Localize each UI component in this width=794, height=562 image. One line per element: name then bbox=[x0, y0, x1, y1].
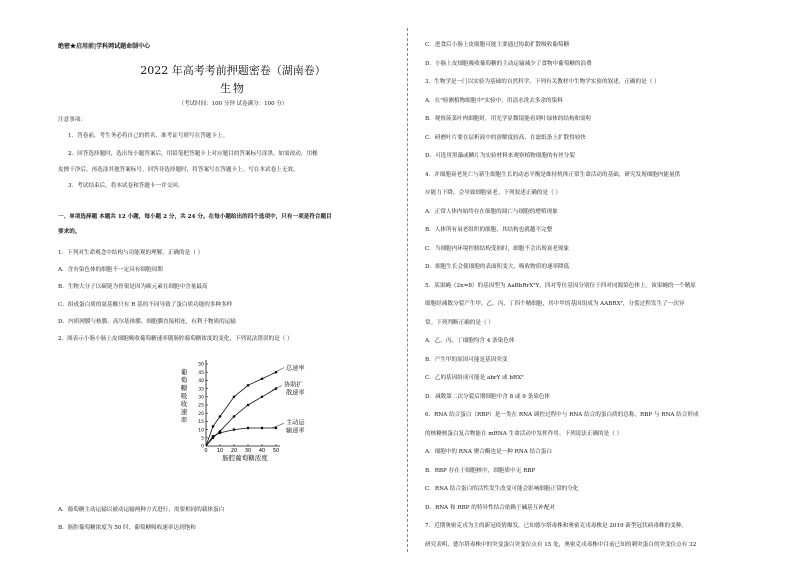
exam-title: 2022 年高考考前押题密卷（湖南卷） bbox=[140, 64, 326, 77]
x-tick-label: 10 bbox=[216, 448, 224, 454]
question-2-option: A．葡萄糖主动运输以被动运输两种方式进行，需要相同的载体蛋白 bbox=[58, 507, 225, 513]
y-tick-label: 30 bbox=[198, 395, 204, 401]
right-text-line: C．进食后小肠上皮细胞可能主要通过协助扩散吸收葡萄糖 bbox=[425, 42, 570, 48]
right-text-line: C．乙的基因组成可能是 abrY 或 bRXᵀ bbox=[425, 375, 524, 381]
y-tick-label: 15 bbox=[198, 420, 204, 426]
right-text-line: A．乙、丙、丁细胞均含 4 条染色体 bbox=[425, 338, 515, 344]
section-header: 要求的。 bbox=[58, 229, 81, 235]
note-line: 3．考试结束后，将本试卷和答题卡一并交回。 bbox=[68, 183, 184, 189]
data-point bbox=[233, 428, 236, 431]
right-text-line: B．观察菠菜叶肉细胞时，用光学显微镜能看到叶绿体的结构和需粒 bbox=[425, 116, 592, 122]
right-text-line: 7．近期奥密克戎为主的新冠疫情爆发，已知德尔塔毒株和奥密克戎毒株是 2019 新型冠状病毒株的变种。 bbox=[425, 523, 687, 529]
series-label: 散速率 bbox=[286, 389, 305, 397]
right-text-line: C．研磨叶片要在层析液中的溶解度较高，在滤纸条上扩散得较快 bbox=[425, 134, 586, 141]
right-text-line: 常。下列判断正确的是（ ） bbox=[425, 319, 494, 326]
right-text-line: C．RNA 结合蛋白的活性发生改变可能会影响细胞正常的分化 bbox=[425, 486, 579, 492]
x-tick-label: 0 bbox=[204, 448, 208, 454]
right-text-line: B．RBP 存在于细胞核中，细胞质中无 RBP bbox=[425, 467, 536, 474]
y-axis-label-char: 吸 bbox=[180, 392, 188, 400]
x-tick-label: 30 bbox=[244, 448, 252, 454]
data-point bbox=[219, 432, 222, 435]
x-axis-label: 肠腔葡萄糖浓度 bbox=[222, 454, 268, 462]
y-tick-label: 45 bbox=[198, 370, 204, 376]
right-text-line: B．人体所有衰老组织的细胞，其结构也就越不完整 bbox=[425, 227, 553, 233]
series-label: 协助扩 bbox=[284, 381, 303, 389]
data-point bbox=[233, 396, 236, 399]
question-1-option: B．生物大分子以碳链为骨架是因为碳元素在细胞中含量最高 bbox=[58, 284, 208, 290]
right-text-line: C．当细胞内环境控制结构受损时，细胞不会出现衰老现象 bbox=[425, 245, 570, 252]
right-text-line: 3．生物学是一门以实验为基础的自然科学，下列有关教材中生物学实验的叙述，正确的是（ ） bbox=[425, 79, 660, 85]
question-1-option: D．内质网膜与核膜、高尔基体膜、细胞膜直接相连，有利于物质的运输 bbox=[58, 319, 236, 325]
data-point bbox=[247, 384, 250, 387]
note-line: 1．答卷前，考生务必将自己的姓名、准考证号填写在答题卡上。 bbox=[68, 133, 229, 139]
question-1-stem: 1．下列对生命观念中结构与功能观的理解，正确的是（ ） bbox=[58, 250, 204, 256]
data-point bbox=[261, 396, 264, 399]
y-axis-label-char: 糖 bbox=[180, 384, 188, 392]
y-tick-label: 0 bbox=[201, 444, 204, 450]
right-text-line: 应能力下降，会导致细胞衰老。下列叙述正确的是（ ） bbox=[425, 190, 562, 196]
exam-meta: （考试时间：100 分钟 试卷满分：100 分） bbox=[178, 101, 288, 107]
y-tick-label: 10 bbox=[198, 428, 204, 434]
series-label-leader bbox=[272, 368, 284, 374]
right-text-line: A．正常人体内始终存在细胞的凋亡与细胞的增殖现象 bbox=[425, 208, 558, 215]
data-point bbox=[261, 377, 264, 380]
question-1-option: A．含有染色体的细胞不一定具有细胞周期 bbox=[58, 267, 163, 273]
right-text-line: A．细胞中的 RNA 聚合酶也是一种 RNA 结合蛋白 bbox=[425, 449, 552, 455]
right-text-line: 细胞经减数分裂产生甲、乙、丙、丁四个精细胞，其中甲的基因组成为 AABRXᵀ，分裂过程发生了一次异 bbox=[425, 301, 685, 307]
question-1-option: C．组成蛋白质的氨基酸只有 R 基的不同导致了蛋白质功能的多种多样 bbox=[58, 302, 233, 308]
y-axis-label-char: 速 bbox=[180, 408, 188, 416]
y-tick-label: 5 bbox=[201, 436, 204, 442]
y-tick-label: 20 bbox=[198, 411, 204, 417]
right-text-line: D．RNA 和 RBP 的特异性结合依赖于碱基互补配对 bbox=[425, 504, 556, 511]
series-label: 主动运 bbox=[286, 419, 305, 427]
notes-title: 注意事项： bbox=[58, 117, 86, 123]
data-point bbox=[247, 427, 250, 430]
confidential-header: 绝密★启用前|学科网试题命制中心 bbox=[58, 43, 151, 50]
question-2-stem: 2．图表示小肠小肠上皮细胞吸收葡萄糖速率随肠腔葡萄糖浓度的变化，下列说法错误的是（ ） bbox=[58, 336, 293, 342]
glucose-absorption-chart bbox=[176, 352, 326, 472]
right-text-line: 5．某果蝇（2n=8）的基因型为 AaBbRrXᵀY，四对等位基因分别位于四对同源染色体上。该果蝇的一个精原 bbox=[425, 282, 696, 289]
question-2-option: B．肠腔葡萄糖浓度为 50 时，葡萄糖吸收速率达到饱和 bbox=[58, 525, 196, 531]
x-tick-label: 20 bbox=[230, 448, 238, 454]
right-text-line: 4．并细胞衰老死亡与新生细胞生长的动态平衡是维持机体正常生命活动的基础，研究发现细胞内能量供 bbox=[425, 171, 681, 178]
x-tick-label: 50 bbox=[272, 448, 280, 454]
right-text-line: D．减数第二次分裂后期细胞中含 8 或 9 条染色体 bbox=[425, 393, 550, 400]
y-axis-label-char: 萄 bbox=[180, 376, 188, 384]
data-point bbox=[219, 415, 222, 418]
subject-title: 生物 bbox=[220, 82, 246, 95]
data-point bbox=[212, 435, 215, 438]
series-label: 输速率 bbox=[286, 427, 305, 435]
right-text-line: D．细胞生长会使细胞的表面积变大，吸收物质的速率降低 bbox=[425, 264, 570, 270]
series-line bbox=[206, 428, 276, 446]
note-line: 2．回答选择题时，选出每小题答案后，用铅笔把答题卡上对应题目的答案标号涂黑。如需改动，用橡 bbox=[68, 151, 318, 157]
right-text-line: 的核糖核蛋白复合物能在 mRNA 生命活动中发挥作用。下列说法正确的是（ ） bbox=[425, 430, 623, 437]
series-label-leader bbox=[272, 423, 284, 428]
right-text-line: B．产生甲的原因可能是基因突变 bbox=[425, 356, 508, 363]
y-axis-label-char: 率 bbox=[180, 416, 188, 424]
data-point bbox=[261, 427, 264, 430]
note-line: 皮擦干净后，再选涂其他答案标号。回答非选择题时，将答案写在答题卡上。写在本试卷上无效。 bbox=[58, 167, 299, 173]
x-tick-label: 40 bbox=[258, 448, 266, 454]
data-point bbox=[212, 425, 215, 428]
right-text-line: A．在"检测植物细胞中"实验中，用清水洗去多余的染料 bbox=[425, 97, 563, 104]
y-axis-label-char: 收 bbox=[180, 400, 188, 408]
series-label: 总速率 bbox=[286, 365, 305, 373]
right-text-line: 研究表明，德尔塔毒株中的突变蛋白突变位点有 15 处，奥密克戎毒株中目前已知的刺突蛋白的突变位点有 32 bbox=[425, 541, 697, 548]
column-divider bbox=[407, 28, 408, 552]
data-point bbox=[247, 404, 250, 407]
series-line bbox=[206, 389, 276, 446]
y-tick-label: 25 bbox=[198, 403, 204, 409]
right-text-line: D．小肠上皮细胞吸收葡萄糖的主动运输减少了食物中葡萄糖的浪费 bbox=[425, 60, 592, 67]
data-point bbox=[275, 427, 278, 430]
y-tick-label: 50 bbox=[198, 362, 204, 368]
data-point bbox=[233, 415, 236, 418]
series-label-leader bbox=[272, 386, 282, 391]
y-tick-label: 40 bbox=[198, 379, 204, 385]
y-axis-label-char: 葡 bbox=[180, 368, 188, 376]
right-text-line: 6．RNA 结合蛋白（RBP）是一类在 RNA 调控过程中与 RNA 结合的蛋白质的总称，RBP 与 RNA 结合形成 bbox=[425, 412, 699, 418]
section-header: 一、单项选择题 本题共 12 小题，每小题 2 分，共 24 分。在每小题给出的四个选项中，只有一项是符合题目 bbox=[58, 214, 332, 220]
right-text-line: D．可选用黑藻或鳞片为实验材料来观察植物细胞的有丝分裂 bbox=[425, 153, 575, 159]
y-tick-label: 35 bbox=[198, 387, 204, 393]
